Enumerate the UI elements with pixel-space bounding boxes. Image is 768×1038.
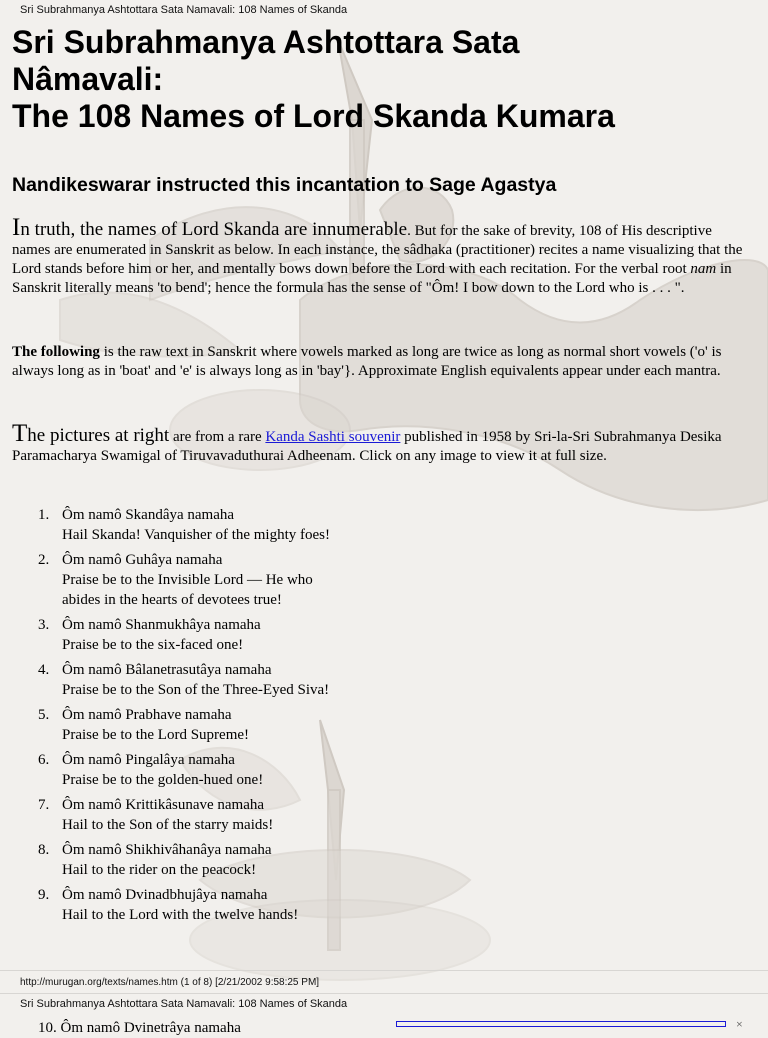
name-item (0, 615, 330, 655)
bold-lead: The following (12, 344, 100, 360)
mantra-meaning: Hail to the Lord with the twelve hands! (62, 907, 299, 923)
mantra-meaning: Hail to the Son of the starry maids! (62, 817, 274, 833)
next-page-partial-text: 10. Ôm namô Dvinetrâya namaha (38, 1020, 241, 1036)
name-item (0, 885, 330, 925)
name-number: 9. (38, 887, 50, 903)
names-list (0, 505, 330, 930)
mantra-text: Ôm namô Guhâya namaha (62, 552, 223, 568)
mantra-meaning: Praise be to the Son of the Three-Eyed Siva! (62, 682, 330, 698)
name-item (0, 840, 330, 880)
name-number: 2. (38, 552, 50, 568)
name-item (0, 795, 330, 835)
name-item (0, 550, 330, 610)
mantra-meaning: abides in the hearts of devotees true! (62, 592, 282, 608)
page-title (12, 24, 752, 135)
following-paragraph (12, 343, 750, 381)
mantra-text: Ôm namô Dvinadbhujâya namaha (62, 887, 268, 903)
mantra-text: Ôm namô Krittikâsunave namaha (62, 797, 265, 813)
intro-paragraph (12, 214, 750, 298)
name-number: 6. (38, 752, 50, 768)
dropcap: I (12, 214, 21, 241)
name-number: 4. (38, 662, 50, 678)
mantra-meaning: Praise be to the Invisible Lord — He who (62, 572, 313, 588)
paragraph-text: published in 1958 by Sri-la-Sri Subrahmanya Desika Paramacharya Swamigal of Tiruvavaduthurai Adheenam. Click on any image to view it at full size. (12, 429, 722, 464)
mantra-text: Ôm namô Shikhivâhanâya namaha (62, 842, 272, 858)
next-page-preview (0, 1017, 768, 1036)
print-page-footer: http://murugan.org/texts/names.htm (1 of 8) [2/21/2002 9:58:25 PM] (20, 977, 320, 988)
dropcap: T (12, 420, 28, 447)
paragraph-text: is the raw text in Sanskrit where vowels marked as long are twice as long as normal short vowels ('o' is always long as in 'boat' and 'e' is always long as in 'bay'}. Approximate English equivalents appear under each mantra. (12, 344, 722, 379)
italic-term: nam (690, 261, 717, 277)
lead-phrase: n truth, the names of Lord Skanda are innumerable (20, 219, 408, 240)
name-number: 8. (38, 842, 50, 858)
mantra-meaning: Praise be to the Lord Supreme! (62, 727, 250, 743)
paragraph-text: are from a rare (169, 429, 266, 445)
lead-phrase: he pictures at right (27, 425, 170, 446)
mantra-meaning: Praise be to the golden-hued one! (62, 772, 264, 788)
page-break-divider (0, 993, 768, 994)
title-line-3: The 108 Names of Lord Skanda Kumara (12, 98, 615, 134)
mantra-meaning: Hail to the rider on the peacock! (62, 862, 257, 878)
name-item (0, 750, 330, 790)
title-line-1: Sri Subrahmanya Ashtottara Sata (12, 24, 520, 60)
close-icon: × (736, 1017, 743, 1031)
mantra-meaning: Praise be to the six-faced one! (62, 637, 244, 653)
mantra-meaning: Hail Skanda! Vanquisher of the mighty foes! (62, 527, 331, 543)
footer-divider (0, 970, 768, 971)
name-item (0, 505, 330, 545)
name-number: 1. (38, 507, 50, 523)
name-number: 3. (38, 617, 50, 633)
paragraph-text: . But for the sake of brevity, 108 of His descriptive names are enumerated in Sanskrit as below. In each instance, the sâdhaka (practitioner) recites a name visualizing that the Lord stands before him or her, and mentally bows down before the Lord with each recitation. For the verbal root (12, 223, 743, 277)
mantra-text: Ôm namô Pingalâya namaha (62, 752, 235, 768)
title-line-2: Nâmavali: (12, 61, 164, 97)
paragraph-text: in Sanskrit literally means 'to bend'; hence the formula has the sense of "Ôm! I bow down to the Lord who is . . . ". (12, 261, 732, 296)
name-item (0, 660, 330, 700)
mantra-text: Ôm namô Skandâya namaha (62, 507, 235, 523)
next-page-header: Sri Subrahmanya Ashtottara Sata Namavali: 108 Names of Skanda (20, 998, 348, 1010)
kanda-sashti-souvenir-link[interactable]: Kanda Sashti souvenir (265, 429, 401, 445)
name-number: 7. (38, 797, 50, 813)
name-item (0, 705, 330, 745)
name-number: 5. (38, 707, 50, 723)
mantra-text: Ôm namô Shanmukhâya namaha (62, 617, 261, 633)
pictures-paragraph (12, 420, 750, 466)
mantra-text: Ôm namô Bâlanetrasutâya namaha (62, 662, 272, 678)
next-page-image-frame (396, 1021, 726, 1027)
print-page-header: Sri Subrahmanya Ashtottara Sata Namavali: 108 Names of Skanda (20, 4, 348, 16)
mantra-text: Ôm namô Prabhave namaha (62, 707, 232, 723)
page-subtitle: Nandikeswarar instructed this incantation to Sage Agastya (12, 174, 557, 196)
